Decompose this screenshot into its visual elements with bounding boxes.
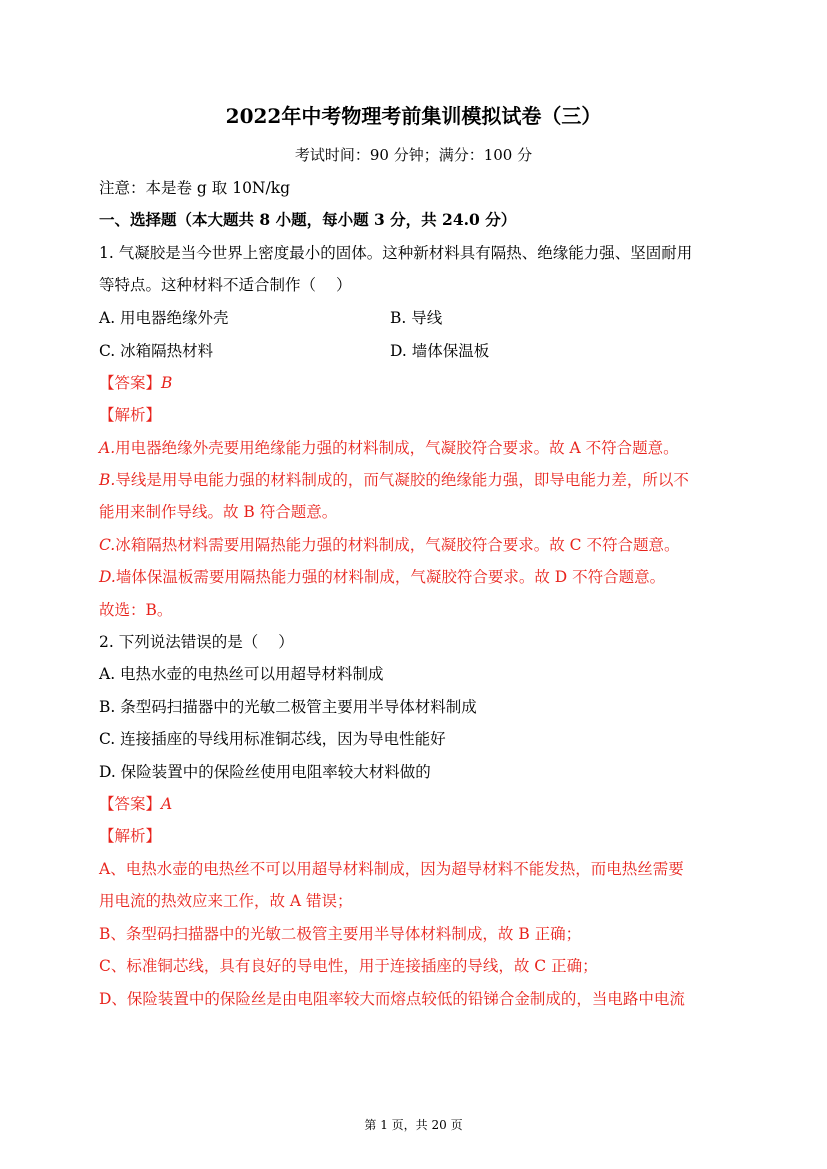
q2-option-d: D. 保险装置中的保险丝使用电阻率较大材料做的 (99, 763, 431, 781)
q1-option-a: A. 用电器绝缘外壳 (99, 309, 229, 327)
q1-analysis-line (99, 565, 665, 587)
q2-stem-close: ） (278, 633, 294, 651)
q1-answer-label: 【答案】 (99, 374, 162, 392)
q1-option-c: C. 冰箱隔热材料 (99, 342, 214, 360)
q2-analysis-label: 【解析】 (99, 827, 162, 845)
q1-stem-text: 等特点。这种材料不适合制作（ (99, 276, 317, 294)
q2-option-b: B. 条型码扫描器中的光敏二极管主要用半导体材料制成 (99, 698, 477, 716)
q2-analysis-line: B、条型码扫描器中的光敏二极管主要用半导体材料制成，故 B 正确； (99, 925, 582, 943)
q1-analysis-line (99, 533, 679, 555)
note: 注意：本是卷 g 取 10N/kg (99, 179, 291, 197)
q1-analysis-text: 冰箱隔热材料需要用隔热能力强的材料制成，气凝胶符合要求。故 C 不符合题意。 (115, 536, 680, 554)
q1-answer-value: B (161, 374, 173, 392)
q1-option-d: D. 墙体保温板 (390, 342, 490, 360)
q1-option-b: B. 导线 (390, 309, 443, 327)
page-title: 2022年中考物理考前集训模拟试卷（三） (225, 104, 602, 128)
q1-analysis-text: 用电器绝缘外壳要用绝缘能力强的材料制成，气凝胶符合要求。故 A 不符合题意。 (115, 439, 679, 457)
exam-info: 考试时间：90 分钟；满分：100 分 (294, 146, 533, 164)
q2-analysis-line: C、标准铜芯线，具有良好的导电性，用于连接插座的导线，故 C 正确； (99, 957, 598, 975)
q2-analysis-line: A、电热水壶的电热丝不可以用超导材料制成，因为超导材料不能发热，而电热丝需要 (99, 860, 684, 878)
q2-option-c: C. 连接插座的导线用标准铜芯线，因为导电性能好 (99, 730, 446, 748)
q1-analysis-lead: D. (99, 568, 116, 586)
q1-analysis-text: 导线是用导电能力强的材料制成的，而气凝胶的绝缘能力强，即导电能力差，所以不 (115, 471, 689, 489)
q1-analysis-lead: C. (99, 536, 116, 554)
q1-analysis-label: 【解析】 (99, 406, 162, 424)
q2-analysis-line: D、保险装置中的保险丝是由电阻率较大而熔点较低的铅锑合金制成的，当电路中电流 (99, 990, 685, 1008)
q1-analysis-text: 墙体保温板需要用隔热能力强的材料制成，气凝胶符合要求。故 D 不符合题意。 (115, 568, 666, 586)
q1-answer (99, 371, 172, 393)
q1-conclusion: 故选：B。 (99, 601, 173, 619)
q2-option-a: A. 电热水壶的电热丝可以用超导材料制成 (99, 665, 384, 683)
q1-analysis-lead: A. (99, 439, 116, 457)
q1-stem-line1: 1. 气凝胶是当今世界上密度最小的固体。这种新材料具有隔热、绝缘能力强、坚固耐用 (99, 244, 693, 262)
q1-stem-line2 (99, 273, 352, 295)
q2-answer (99, 792, 172, 814)
q2-answer-label: 【答案】 (99, 795, 162, 813)
q1-analysis-line (99, 436, 679, 458)
q1-stem-close: ） (336, 276, 352, 294)
q1-analysis-line: 能用来制作导线。故 B 符合题意。 (99, 503, 338, 521)
q1-analysis-line (99, 468, 689, 490)
q1-analysis-lead: B. (99, 471, 116, 489)
q2-answer-value: A (161, 795, 173, 813)
q2-stem (99, 630, 294, 652)
section-heading: 一、选择题（本大题共 8 小题，每小题 3 分，共 24.0 分） (99, 210, 517, 229)
q2-analysis-line: 用电流的热效应来工作，故 A 错误； (99, 892, 353, 910)
q2-stem-text: 2. 下列说法错误的是（ (99, 633, 259, 651)
page-footer: 第 1 页，共 20 页 (364, 1118, 463, 1132)
